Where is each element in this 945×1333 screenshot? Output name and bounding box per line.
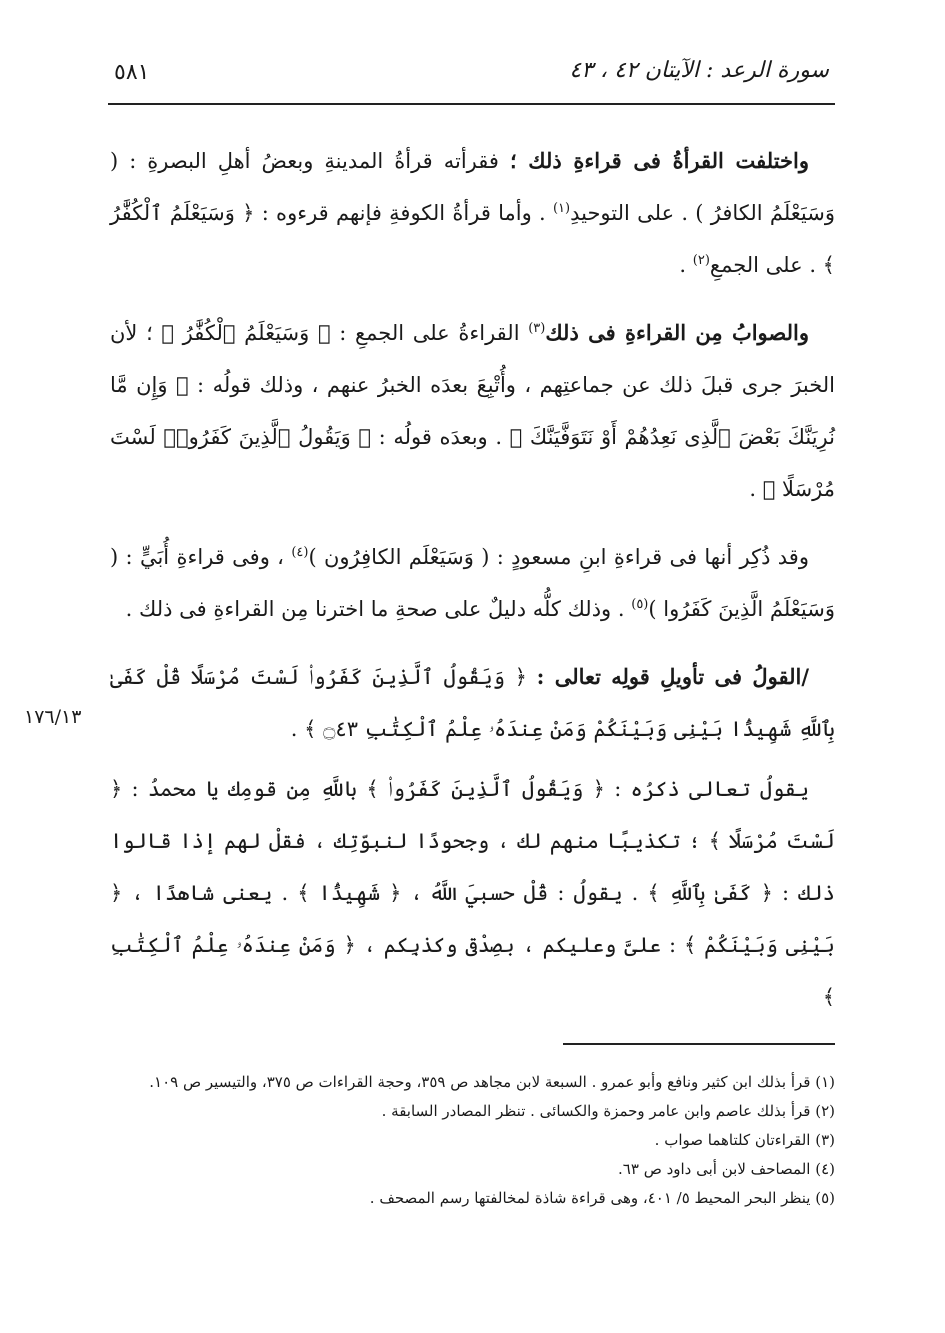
paragraph-text: . وأما قرأةُ الكوفةِ فإنهم قرءوه : ﴿ وَسَيَعْلَمُ ٱلْكُفَّٰرُ ﴾ . على الجمعِ (110, 201, 835, 277)
paragraph-text: وقد ذُكِر أنها فى قراءةِ ابنِ مسعودٍ : ( وَسَيَعْلَم الكافِرُون ) (308, 545, 809, 569)
paragraph-readings (110, 135, 835, 291)
paragraph-lead: والصوابُ مِن القراءةِ فى ذلك (545, 320, 809, 345)
footnote-marker: (٥) (631, 597, 649, 612)
footnote: (٤) المصاحف لابن أبى داود ص ٦٣. (618, 1160, 835, 1178)
paragraph-text: يقولُ تعالى ذكرُه : ﴿ وَيَقُولُ ٱلَّذِينَ كَفَرُوا۟ ﴾ باللَّهِ مِن قومِك يا محمدُ : ﴿ لَسْتَ مُرْسَلًا ﴾ ؛ تكذيبًا منهم لك ، وجحودًا لنبوّتِك ، فقلْ لهم إذا قالوا ذلك : ﴿ كَفَىٰ بِٱللَّهِ ﴾ . يقولُ : قُلْ حسبيَ اللَّهُ ، ﴿ شَهِيدًۢا ﴾ . يعنى شاهدًا ، ﴿ بَيْنِى وَبَيْنَكُمْ ﴾ : علىَّ وعليكم ، بصِدْقى وكذبِكم ، ﴿ وَمَنْ عِندَهُۥ عِلْمُ ٱلْكِتَٰبِ ﴾ (110, 777, 835, 1009)
footnotes (110, 1068, 835, 1213)
paragraph-verse-heading (110, 651, 835, 755)
footnote: (١) قرأ بذلك ابن كثير ونافع وأبو عمرو . السبعة لابن مجاهد ص ٣٥٩، وحجة القراءات ص ٣٧٥، والتيسير ص ١٠٩. (149, 1073, 835, 1091)
paragraph-lead: /القولُ فى تأويلِ قولِه تعالى : (536, 664, 809, 689)
footnote-marker: (٢) (692, 253, 710, 268)
paragraph-lead: واختلفت القرأةُ فى قراءةِ ذلك ؛ (509, 148, 809, 173)
footnote: (٢) قرأ بذلك عاصم وابن عامر وحمزة والكسائى . تنظر المصادر السابقة . (381, 1102, 835, 1120)
paragraph-variant-readings (110, 531, 835, 635)
paragraph-text: ، وفى قراءةِ أُبَيٍّ : ( وَسَيَعْلَمُ الَّذِينَ كَفَرُوا ) (110, 545, 835, 621)
footnote-marker: (٣) (528, 321, 546, 336)
margin-reference: ١٧٦/١٣ (24, 706, 82, 728)
footnote: (٥) ينظر البحر المحيط ٥/ ٤٠١، وهى قراءة شاذة لمخالفتها رسم المصحف . (369, 1189, 835, 1207)
paragraph-text: فقرأته قرأةُ المدينةِ وبعضُ أهلِ البصرةِ : ( وَسَيَعْلَمُ الكافرُ ) . على التوحيدِ (110, 149, 835, 225)
page-number: ٥٨١ (114, 60, 150, 85)
paragraph-correct-reading (110, 307, 835, 515)
running-title: سورة الرعد : الآيتان ٤٢ ، ٤٣ (569, 58, 829, 83)
footnote-marker: (١) (552, 201, 571, 216)
footnote: (٣) القراءتان كلتاهما صواب . (654, 1131, 835, 1149)
paragraph-text: . وذلك كلُّه دليلٌ على صحةِ ما اخترنا مِن القراءةِ فى ذلك . (125, 597, 625, 621)
main-text (110, 135, 835, 1039)
footnote-marker: (٤) (291, 545, 309, 560)
header-rule (108, 103, 835, 105)
verse-text: ﴿ وَيَقُولُ ٱلَّذِينَ كَفَرُوا۟ لَسْتَ مُرْسَلًا قُلْ كَفَىٰ بِٱللَّهِ شَهِيدًۢا بَيْنِى وَبَيْنَكُمْ وَمَنْ عِندَهُۥ عِلْمُ ٱلْكِتَٰبِ ۝٤٣ ﴾ . (110, 665, 835, 741)
paragraph-text: . (679, 253, 687, 277)
paragraph-commentary (110, 763, 835, 1023)
paragraph-text: القراءةُ على الجمعِ : ﴿ وَسَيَعْلَمُ ٱلْكُفَّٰرُ ﴾ ؛ لأن الخبرَ جرى قبلَ ذلك عن جماعتِهم ، وأُتْبِعَ بعدَه الخبرُ عنهم ، وذلك قولُه : ﴿ وَإِن مَّا نُرِيَنَّكَ بَعْضَ ٱلَّذِى نَعِدُهُمْ أَوْ نَتَوَفَّيَنَّكَ ﴾ . وبعدَه قولُه : ﴿ وَيَقُولُ ٱلَّذِينَ كَفَرُوا۟ لَسْتَ مُرْسَلًا ﴾ . (110, 321, 835, 501)
page-header (108, 56, 835, 96)
footnote-rule (563, 1043, 835, 1045)
